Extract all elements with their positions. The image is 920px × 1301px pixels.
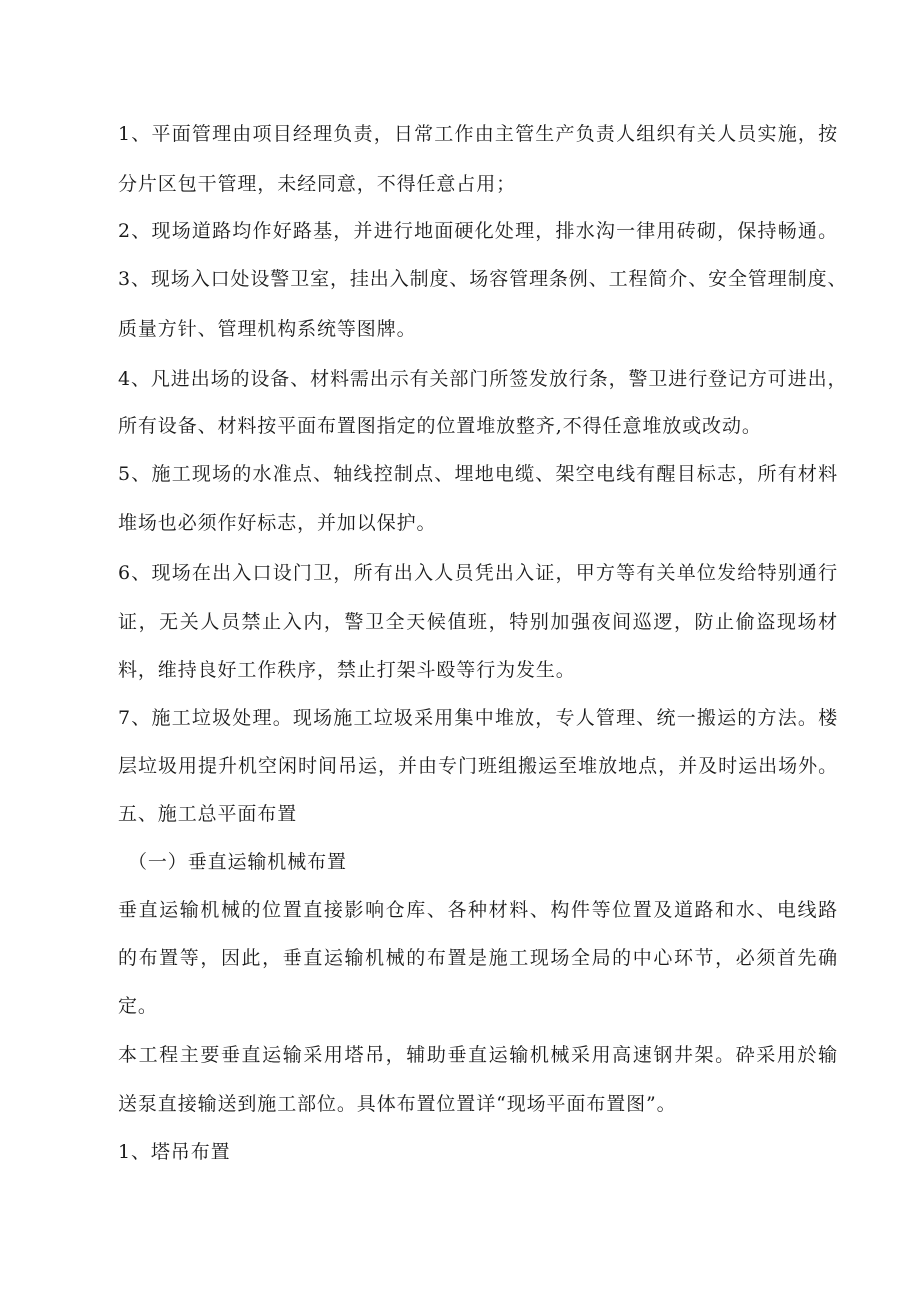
text-line-item3-b: 质量方针、管理机构系统等图牌。 xyxy=(118,318,417,340)
text-line-para2-b: 送泵直接输送到施工部位。具体布置位置详“现场平面布置图”。 xyxy=(118,1093,677,1115)
text-line-item4-a: 4、凡进出场的设备、材料需出示有关部门所签发放行条，警卫进行登记方可进出， xyxy=(118,368,848,390)
text-line-item2: 2、现场道路均作好路基，并进行地面硬化处理，排水沟一律用砖砌，保持畅通。 xyxy=(118,220,838,242)
text-line-para1-c: 定。 xyxy=(118,995,158,1017)
item-heading: 1、塔吊布置 xyxy=(118,1141,231,1163)
text-line-item7-a: 7、施工垃圾处理。现场施工垃圾采用集中堆放，专人管理、统一搬运的方法。楼 xyxy=(118,707,838,729)
text-line-item1-a: 1、平面管理由项目经理负责，日常工作由主管生产负责人组织有关人员实施，按 xyxy=(118,123,838,145)
section-heading: 五、施工总平面布置 xyxy=(118,803,298,825)
text-line-para2-a: 本工程主要垂直运输采用塔吊，辅助垂直运输机械采用高速钢井架。砕采用於输 xyxy=(118,1044,838,1066)
text-line-item7-b: 层垃圾用提升机空闲时间吊运，并由专门班组搬运至堆放地点，并及时运出场外。 xyxy=(118,755,838,777)
text-line-item5-a: 5、施工现场的水准点、轴线控制点、埋地电缆、架空电线有醒目标志，所有材料 xyxy=(118,463,838,485)
text-line-item6-c: 料，维持良好工作秩序，禁止打架斗殴等行为发生。 xyxy=(118,659,576,681)
text-line-item3-a: 3、现场入口处设警卫室，挂出入制度、场容管理条例、工程简介、安全管理制度、 xyxy=(118,268,848,290)
text-line-item1-b: 分片区包干管理，未经同意，不得任意占用； xyxy=(118,173,517,195)
text-line-para1-b: 的布置等，因此，垂直运输机械的布置是施工现场全局的中心环节，必须首先确 xyxy=(118,947,838,969)
text-line-item6-a: 6、现场在出入口设门卫，所有出入人员凭出入证，甲方等有关单位发给特别通行 xyxy=(118,562,838,584)
text-line-para1-a: 垂直运输机械的位置直接影响仓库、各种材料、构件等位置及道路和水、电线路 xyxy=(118,899,838,921)
text-line-item4-b: 所有设备、材料按平面布置图指定的位置堆放整齐,不得任意堆放或改动。 xyxy=(118,415,762,437)
text-line-item6-b: 证，无关人员禁止入内，警卫全天候值班，特别加强夜间巡逻，防止偷盗现场材 xyxy=(118,611,838,633)
subsection-heading: （一）垂直运输机械布置 xyxy=(128,851,347,873)
text-line-item5-b: 堆场也必须作好标志，并加以保护。 xyxy=(118,512,437,534)
